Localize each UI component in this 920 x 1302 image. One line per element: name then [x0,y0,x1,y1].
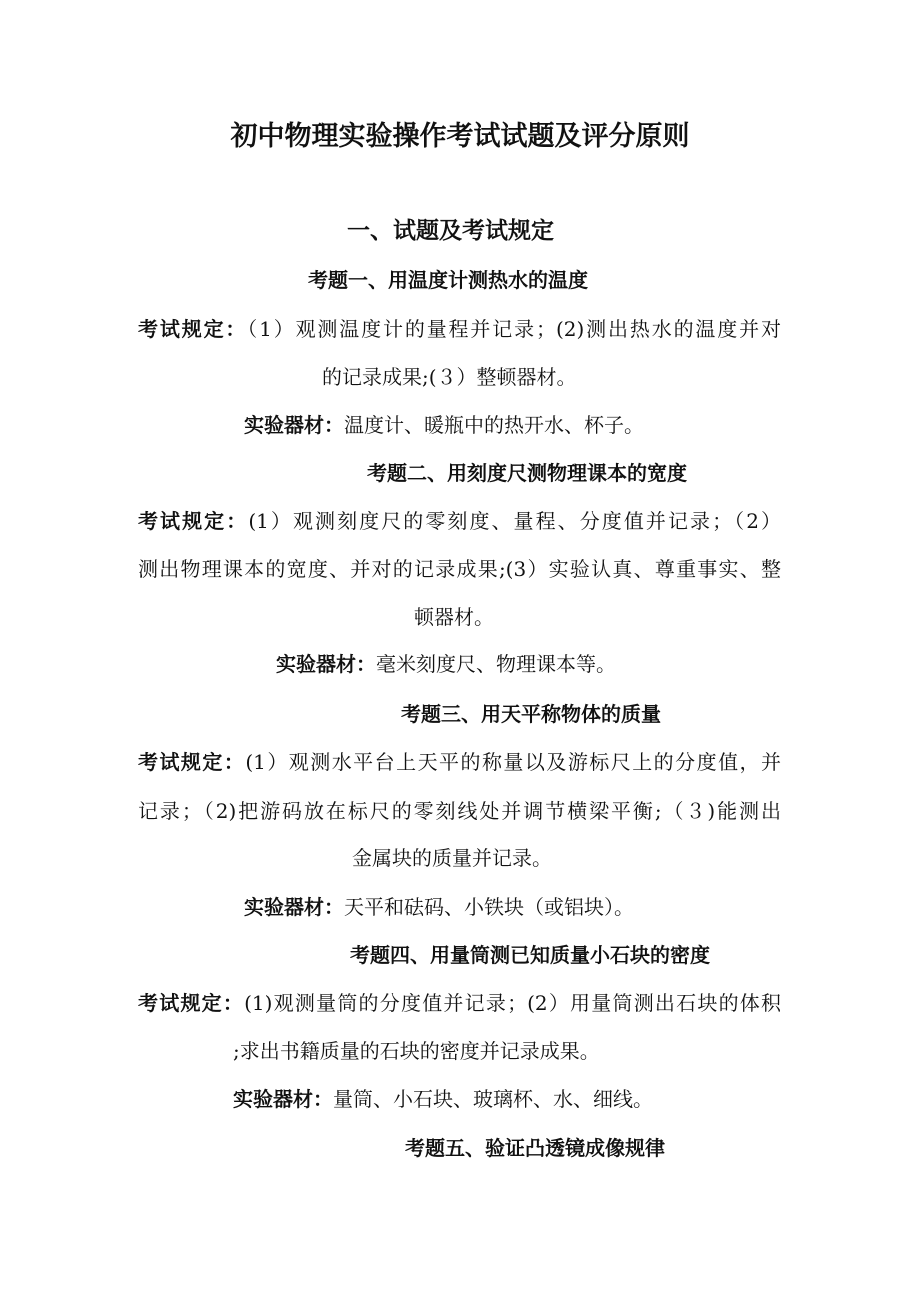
question-3-rules-line-1 [138,752,781,772]
rules-text: （1）观测温度计的量程并记录；(2)测出热水的温度并对 [247,317,781,341]
question-4-materials [233,1089,653,1109]
section-heading: 一、试题及考试规定 [347,218,554,244]
question-1-rules-line-2: 的记录成果;(３）整顿器材。 [322,365,577,389]
materials-text: 毫米刻度尺、物理课本等。 [376,652,616,676]
rules-label: 考试规定： [138,750,246,774]
question-3-materials [244,897,634,917]
document-title: 初中物理实验操作考试试题及评分原则 [230,121,690,152]
question-1-heading: 考题一、用温度计测热水的温度 [308,268,588,292]
rules-label: 考试规定： [138,991,245,1015]
materials-label: 实验器材： [276,652,376,676]
rules-text: (1）观测刻度尺的零刻度、量程、分度值并记录；（2） [248,509,781,533]
materials-text: 天平和砝码、小铁块（或铝块）。 [344,895,634,919]
materials-text: 量筒、小石块、玻璃杯、水、细线。 [333,1087,653,1111]
question-4-rules-line-1 [138,993,781,1013]
rules-text: (1)观测量筒的分度值并记录；(2）用量筒测出石块的体积 [244,991,782,1015]
rules-text: (1）观测水平台上天平的称量以及游标尺上的分度值，并 [245,750,782,774]
materials-label: 实验器材： [244,895,344,919]
materials-label: 实验器材： [244,413,344,437]
question-1-rules-line-1 [138,319,781,339]
materials-text: 温度计、暖瓶中的热开水、杯子。 [344,413,644,437]
question-4-heading: 考题四、用量筒测已知质量小石块的密度 [350,943,710,967]
question-2-rules-line-1 [138,511,781,531]
question-2-rules-line-2: 测出物理课本的宽度、并对的记录成果;(3）实验认真、尊重事实、整 [138,557,781,581]
question-2-rules-line-3: 顿器材。 [414,605,494,629]
question-3-rules-line-2: 记录；（2)把游码放在标尺的零刻线处并调节横梁平衡;（３)能测出 [138,799,781,823]
question-1-materials [244,415,644,435]
rules-label: 考试规定： [138,509,249,533]
question-3-heading: 考题三、用天平称物体的质量 [401,702,661,726]
materials-label: 实验器材： [233,1087,333,1111]
rules-label: 考试规定： [138,317,248,341]
question-5-heading: 考题五、验证凸透镜成像规律 [405,1136,665,1160]
question-2-heading: 考题二、用刻度尺测物理课本的宽度 [367,461,687,485]
question-3-rules-line-3: 金属块的质量并记录。 [352,846,552,870]
question-2-materials [276,654,616,674]
question-4-rules-line-2: ;求出书籍质量的石块的密度并记录成果。 [233,1039,600,1063]
